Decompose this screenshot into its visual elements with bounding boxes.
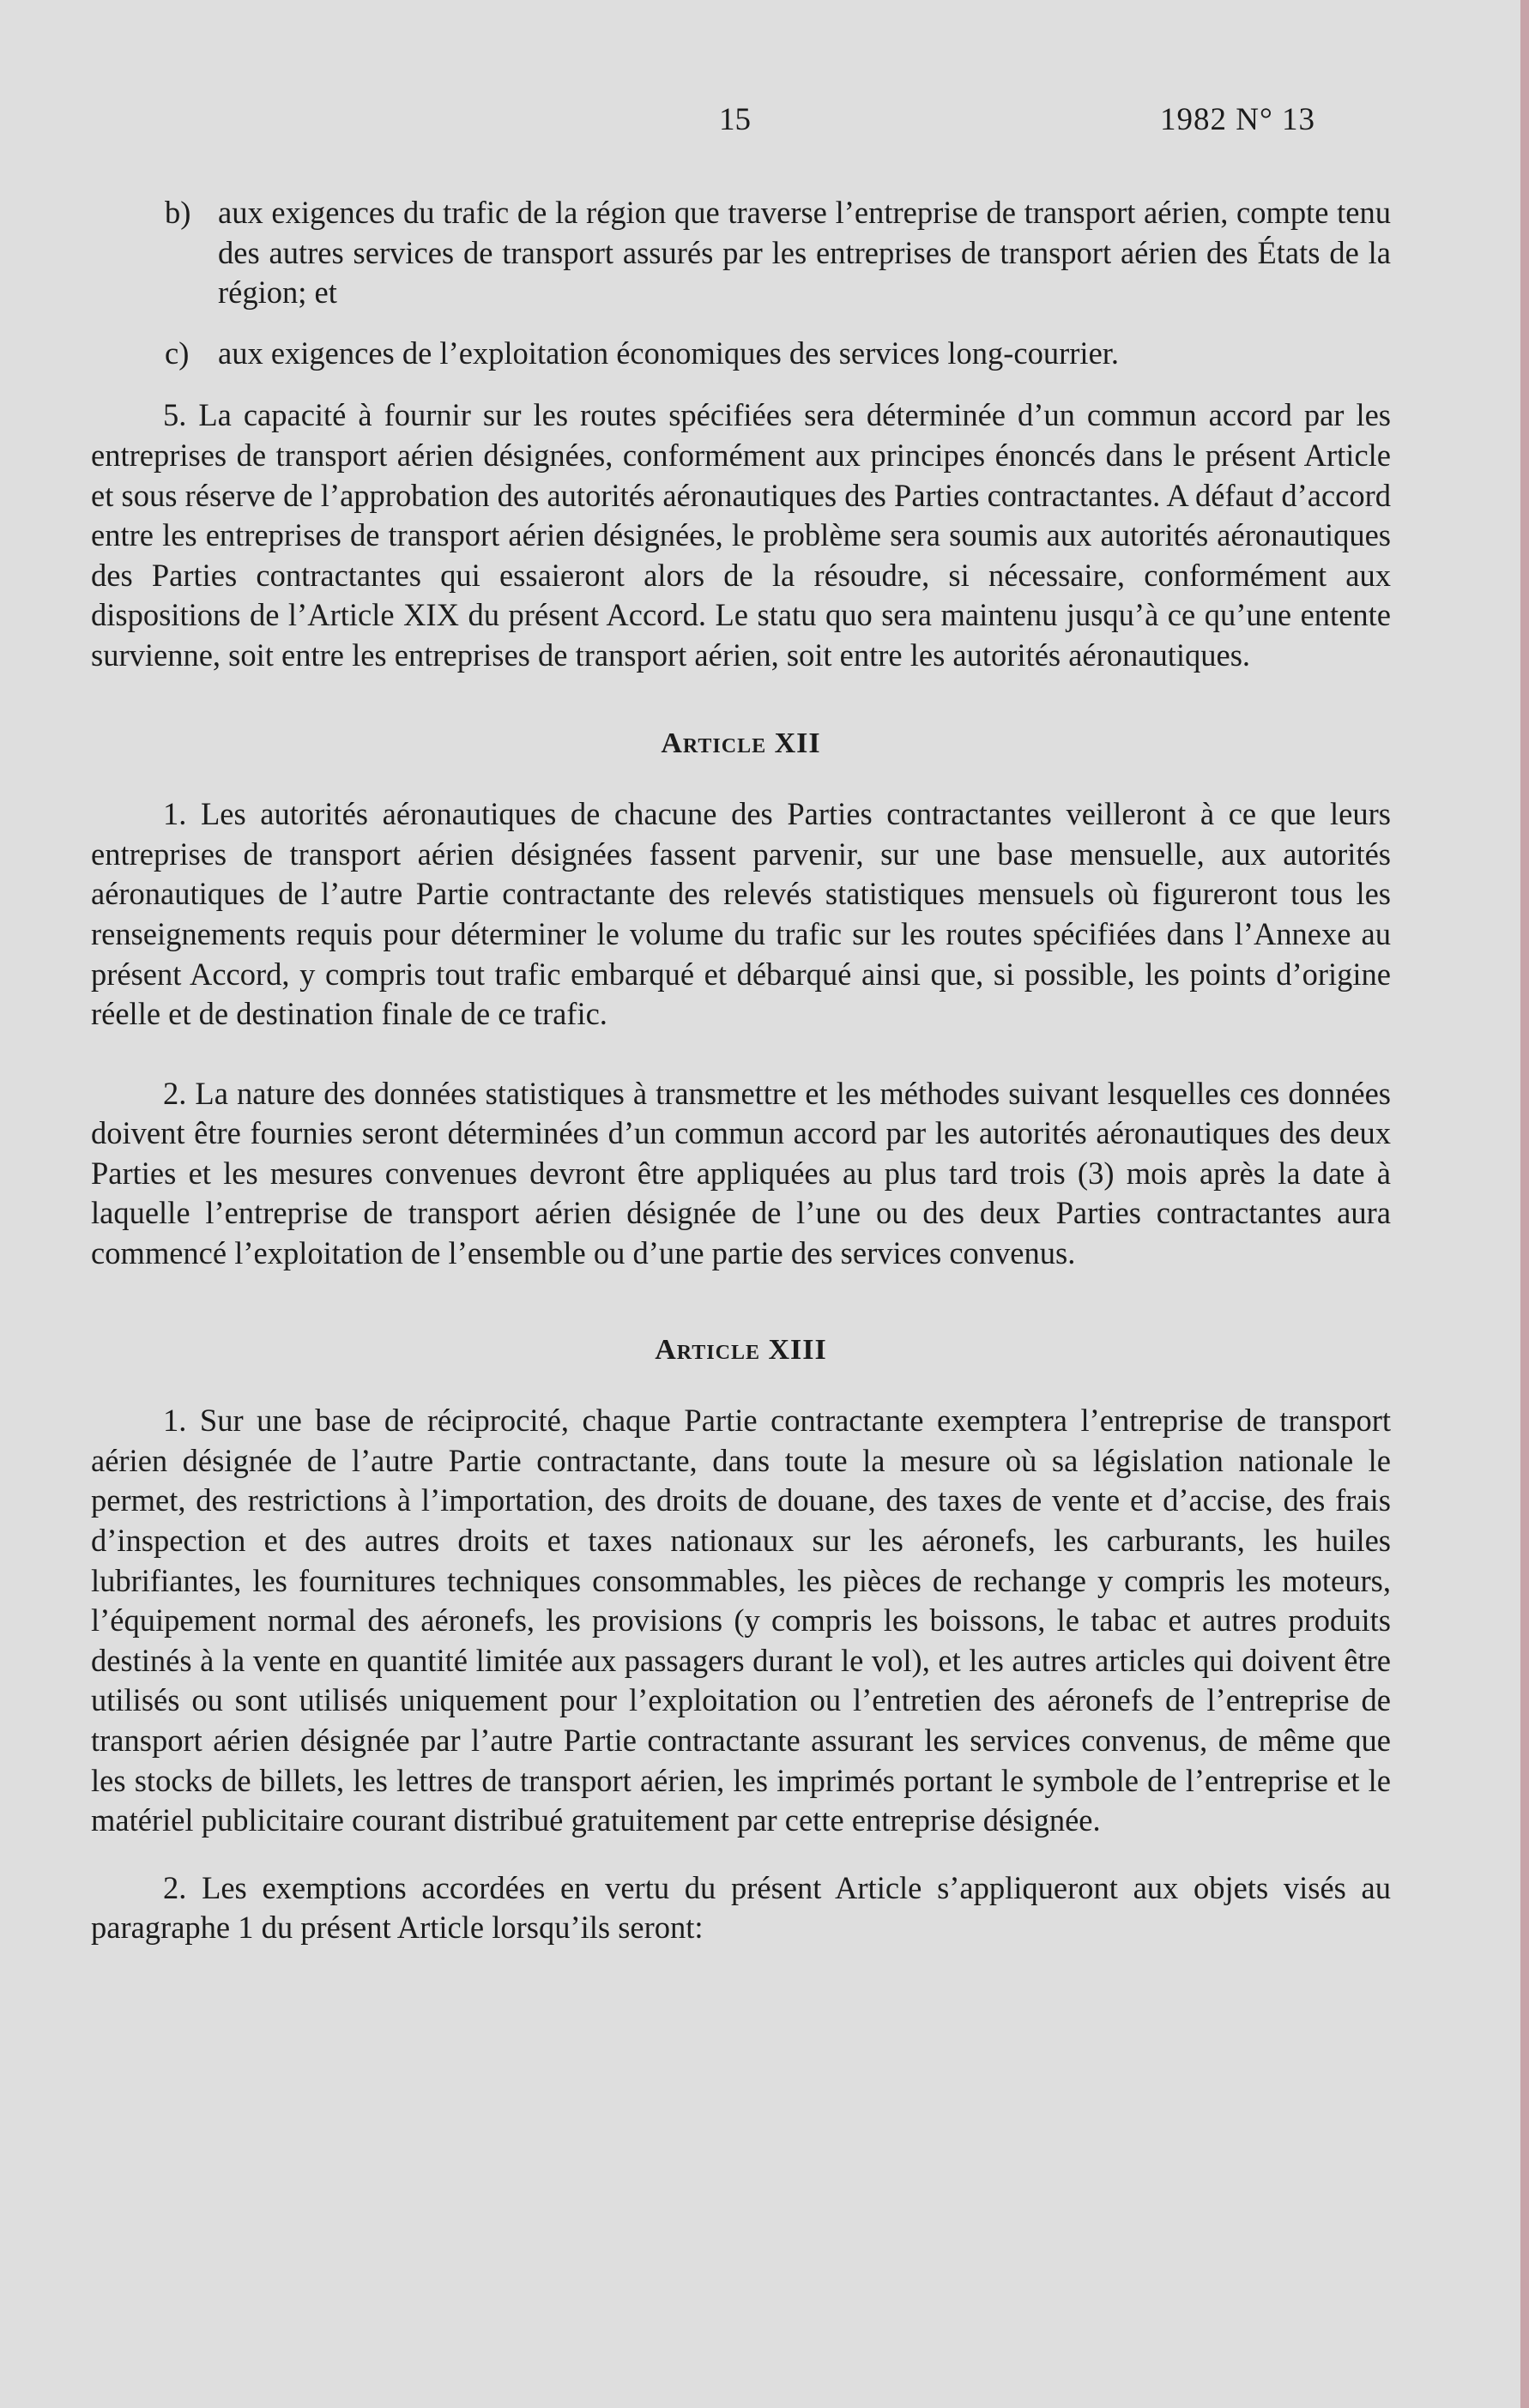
- list-item-b: [91, 193, 1391, 313]
- page-number: 15: [719, 102, 751, 137]
- article-heading-xiii: Article XIII: [655, 1333, 827, 1366]
- list-item-c: [91, 334, 1391, 374]
- page-header: [0, 101, 1520, 144]
- list-item-text: aux exigences du trafic de la région que traverse l’entreprise de transport aérien, compte tenu des autres services de transport assurés par les entreprises de transport aérien des États de la région; et: [218, 195, 1391, 311]
- article-xii-paragraph-2: 2. La nature des données statistiques à transmettre et les méthodes suivant lesquelles ces données doivent être fournies seront déterminées d’un commun accord par les autorités aéronautiques des deux Parties et les mesures convenues devront être appliquées au plus tard trois (3) mois après la date à laquelle l’entreprise de transport aérien désignée de l’une ou des deux Parties contractantes aura commencé l’exploitation de l’ensemble ou d’une partie des services convenus.: [91, 1075, 1391, 1271]
- paragraph-5: 5. La capacité à fournir sur les routes spécifiées sera déterminée d’un commun accord par les entreprises de transport aérien désignées, conformément aux principes énoncés dans le présent Article et sous réserve de l’approbation des autorités aéronautiques des Parties contractantes. A défaut d’accord entre les entreprises de transport aérien désignées, le problème sera soumis aux autorités aéronautiques des Parties contractantes qui essaieront alors de la résoudre, si nécessaire, conformément aux dispositions de l’Article XIX du présent Accord. Le statu quo sera maintenu jusqu’à ce qu’une entente survienne, soit entre les entreprises de transport aérien, soit entre les autorités aéronautiques.: [91, 397, 1391, 673]
- article-xii-paragraph-1: 1. Les autorités aéronautiques de chacune des Parties contractantes veilleront à ce que leurs entreprises de transport aérien désignées fassent parvenir, sur une base mensuelle, aux autorités aéronautiques de l’autre Partie contractante des relevés statistiques mensuels où figureront tous les renseignements requis pour déterminer le volume du trafic sur les routes spécifiées dans l’Annexe au présent Accord, y compris tout trafic embarqué et débarqué ainsi que, si possible, les points d’origine réelle et de destination finale de ce trafic.: [91, 796, 1391, 1032]
- list-item-text: aux exigences de l’exploitation économiques des services long-courrier.: [218, 335, 1120, 371]
- document-body: [91, 193, 1391, 1948]
- page-edge: [1520, 0, 1529, 2408]
- article-xiii-paragraph-2: 2. Les exemptions accordées en vertu du présent Article s’appliqueront aux objets visés au paragraphe 1 du présent Article lorsqu’ils seront:: [91, 1869, 1391, 1946]
- article-heading-xii: Article XII: [661, 727, 821, 759]
- article-xiii-paragraph-1: 1. Sur une base de réciprocité, chaque Partie contractante exemptera l’entreprise de transport aérien désignée de l’autre Partie contractante, dans toute la mesure où sa législation nationale le permet, des restrictions à l’importation, des droits de douane, des taxes de vente et d’accise, des frais d’inspection et des autres droits et taxes nationaux sur les aéronefs, les carburants, les huiles lubrifiantes, les fournitures techniques consommables, les pièces de rechange y compris les moteurs, l’équipement normal des aéronefs, les provisions (y compris les boissons, le tabac et autres produits destinés à la vente en quantité limitée aux passagers durant le vol), et les autres articles qui doivent être utilisés ou sont utilisés uniquement pour l’exploitation ou l’entretien des aéronefs de l’entreprise de transport aérien désignée par l’autre Partie contractante assurant les services convenus, de même que les stocks de billets, les lettres de transport aérien, les imprimés portant le symbole de l’entreprise et le matériel publicitaire courant distribué gratuitement par cette entreprise désignée.: [91, 1403, 1391, 1838]
- document-reference: 1982 N° 13: [1160, 102, 1316, 137]
- list-item-label: b): [165, 195, 191, 230]
- list-item-label: c): [165, 335, 190, 371]
